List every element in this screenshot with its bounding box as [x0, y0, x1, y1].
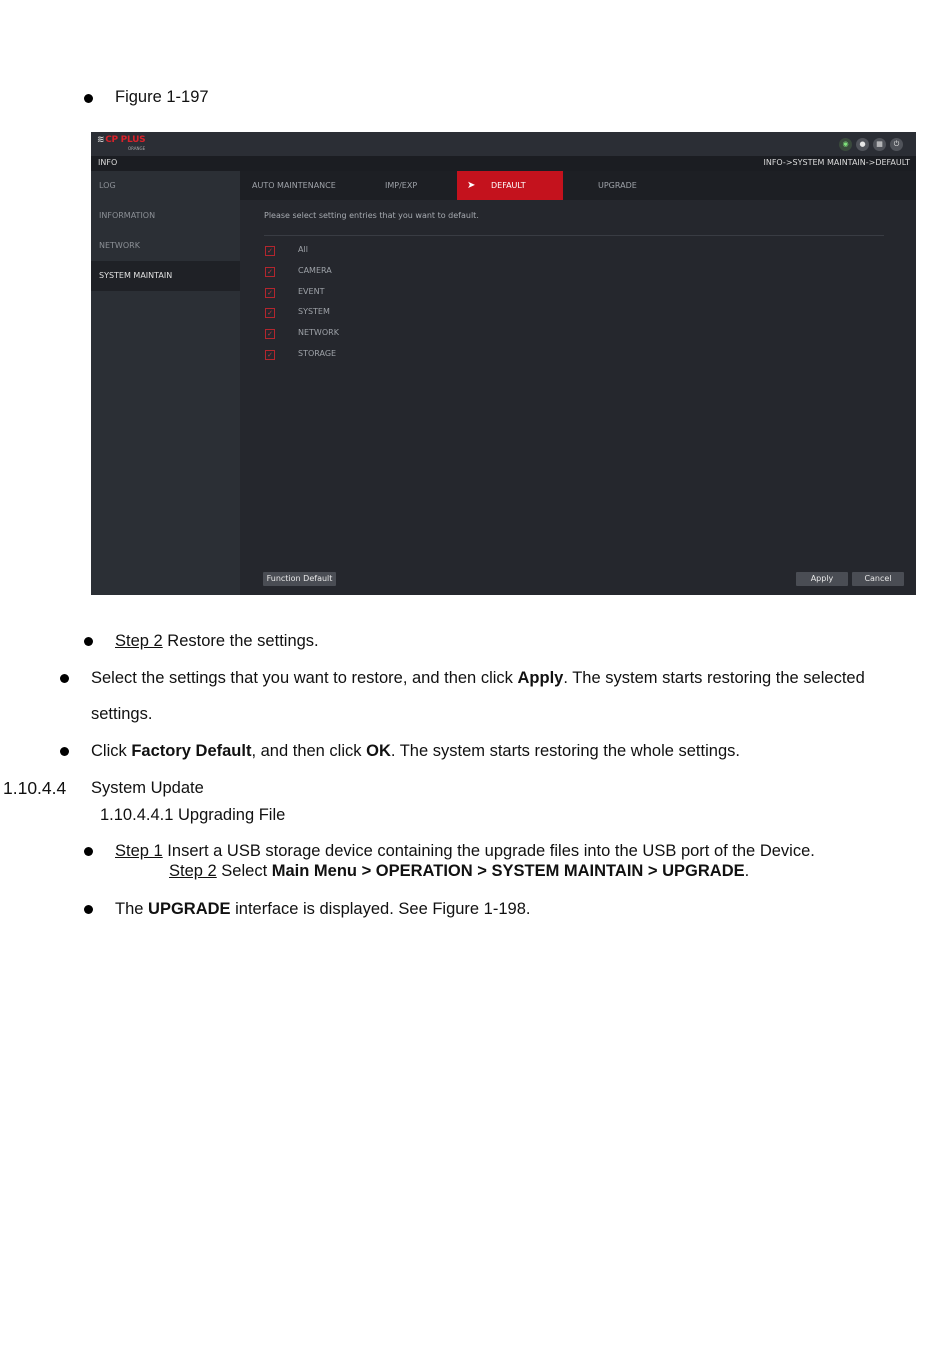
instruction-apply	[91, 669, 865, 688]
step2-upgrade-line	[169, 862, 749, 881]
default-prompt: Please select setting entries that you want to default.	[264, 211, 479, 220]
figure-caption: Figure 1-197	[115, 88, 209, 106]
user-icon[interactable]: ●	[856, 138, 869, 151]
option-label-storage: STORAGE	[298, 349, 337, 358]
step-text: Insert a USB storage device containing the upgrade files into the USB port of the Device.	[162, 842, 815, 860]
ok-term: OK	[366, 742, 391, 760]
bullet	[84, 94, 93, 103]
power-icon[interactable]: ⏻	[890, 138, 903, 151]
text: , and then click	[251, 742, 367, 760]
step-text: Select	[216, 862, 272, 880]
checkbox-storage[interactable]: ✓	[265, 350, 275, 360]
text: Select the settings that you want to restore, and then click	[91, 669, 518, 687]
dvr-screenshot	[91, 132, 916, 595]
tab-default[interactable]	[457, 171, 563, 200]
tab-imp-exp[interactable]: IMP/EXP	[385, 181, 418, 190]
sidebar-item-information[interactable]: INFORMATION	[99, 211, 156, 220]
section-title: System Update	[91, 779, 204, 797]
tab-default-label: DEFAULT	[491, 181, 526, 190]
breadcrumb: INFO->SYSTEM MAINTAIN->DEFAULT	[763, 158, 910, 167]
text: The	[115, 900, 149, 918]
instruction-apply-cont: settings.	[91, 705, 153, 723]
step-number: Step 2	[115, 632, 163, 650]
brand-logo: ≋CP PLUS	[97, 135, 146, 145]
info-title: INFO	[98, 158, 118, 167]
option-label-network: NETWORK	[298, 328, 339, 337]
divider	[264, 235, 884, 236]
option-label-all: All	[298, 245, 308, 254]
option-label-event: EVENT	[298, 287, 325, 296]
brand-sub: ORANGE	[128, 146, 146, 151]
checkbox-system[interactable]: ✓	[265, 308, 275, 318]
text: . The system starts restoring the whole settings.	[390, 742, 740, 760]
bullet	[84, 637, 93, 646]
bullet	[60, 747, 69, 756]
apply-button[interactable]: Apply	[796, 572, 848, 586]
upgrade-term: UPGRADE	[148, 900, 231, 918]
subsection-title: 1.10.4.4.1 Upgrading File	[100, 806, 286, 824]
bullet	[84, 847, 93, 856]
factory-default-term: Factory Default	[131, 742, 252, 760]
sidebar-item-system-maintain[interactable]: SYSTEM MAINTAIN	[91, 261, 240, 291]
text: Click	[91, 742, 132, 760]
tab-upgrade[interactable]: UPGRADE	[598, 181, 637, 190]
option-label-system: SYSTEM	[298, 307, 330, 316]
sidebar-item-log[interactable]: LOG	[99, 181, 116, 190]
checkbox-network[interactable]: ✓	[265, 329, 275, 339]
function-default-button[interactable]: Function Default	[263, 572, 336, 586]
step-text: Restore the settings.	[162, 632, 319, 650]
top-bar	[91, 132, 916, 156]
text: . The system starts restoring the selected	[563, 669, 865, 687]
apply-term: Apply	[517, 669, 564, 687]
cancel-button[interactable]: Cancel	[852, 572, 904, 586]
step-number: Step 2	[169, 862, 217, 880]
step-number: Step 1	[115, 842, 163, 860]
text: interface is displayed. See Figure 1-198.	[230, 900, 531, 918]
checkbox-all[interactable]: ✓	[265, 246, 275, 256]
menu-path: Main Menu > OPERATION > SYSTEM MAINTAIN > UPGRADE	[271, 862, 745, 880]
bullet	[84, 905, 93, 914]
sidebar	[91, 171, 240, 595]
grid-icon[interactable]: ▦	[873, 138, 886, 151]
step1-line	[115, 842, 815, 861]
checkbox-camera[interactable]: ✓	[265, 267, 275, 277]
upgrade-interface-line	[115, 900, 530, 919]
info-bar	[91, 156, 916, 171]
step-text: .	[744, 862, 750, 880]
eye-icon[interactable]: ◉	[839, 138, 852, 151]
tab-auto-maintenance[interactable]: AUTO MAINTENANCE	[252, 181, 336, 190]
tab-bar	[240, 171, 916, 200]
sidebar-item-network[interactable]: NETWORK	[99, 241, 140, 250]
checkbox-event[interactable]: ✓	[265, 288, 275, 298]
step2-line	[115, 632, 319, 651]
instruction-factory-default	[91, 742, 740, 761]
mouse-cursor-icon: ➤	[467, 180, 476, 191]
option-label-camera: CAMERA	[298, 266, 332, 275]
section-number: 1.10.4.4	[3, 778, 67, 798]
bullet	[60, 674, 69, 683]
